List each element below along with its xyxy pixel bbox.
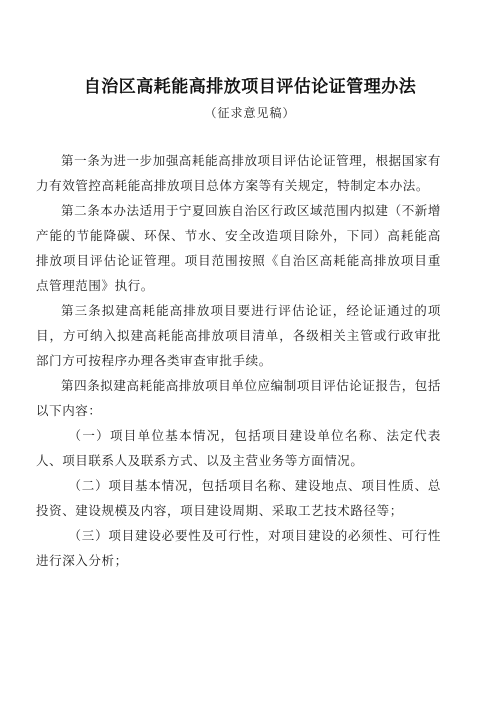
page-title: 自治区高耗能高排放项目评估论证管理办法 — [83, 77, 417, 97]
article-3-paragraph: 第三条拟建高耗能高排放项目要进行评估论证，经论证通过的项目，方可纳入拟建高耗能高排放项目清单，各级相关主管或行政审批部门方可按程序办理各类审查审批手续。 — [36, 303, 441, 368]
list-item-3: （三）项目建设必要性及可行性，对项目建设的必须性、可行性进行深入分析； — [36, 528, 441, 568]
article-1-paragraph: 第一条为进一步加强高耗能高排放项目评估论证管理，根据国家有力有效管控高耗能高排放项目总体方案等有关规定，特制定本办法。 — [36, 153, 441, 193]
page-subtitle: （征求意见稿） — [204, 106, 296, 120]
list-item-2: （二）项目基本情况，包括项目名称、建设地点、项目性质、总投资、建设规模及内容，项目建设周期、采取工艺技术路径等； — [36, 478, 441, 518]
article-4-paragraph: 第四条拟建高耗能高排放项目单位应编制项目评估论证报告，包括以下内容： — [36, 378, 441, 418]
list-item-1: （一）项目单位基本情况，包括项目建设单位名称、法定代表人、项目联系人及联系方式、以及主营业务等方面情况。 — [36, 428, 441, 468]
document-body — [36, 148, 441, 573]
article-2-paragraph: 第二条本办法适用于宁夏回族自治区行政区域范围内拟建（不新增产能的节能降碳、环保、节水、安全改造项目除外，下同）高耗能高排放项目评估论证管理。项目范围按照《自治区高耗能高排放项目重点管理范围》执行。 — [36, 203, 441, 293]
